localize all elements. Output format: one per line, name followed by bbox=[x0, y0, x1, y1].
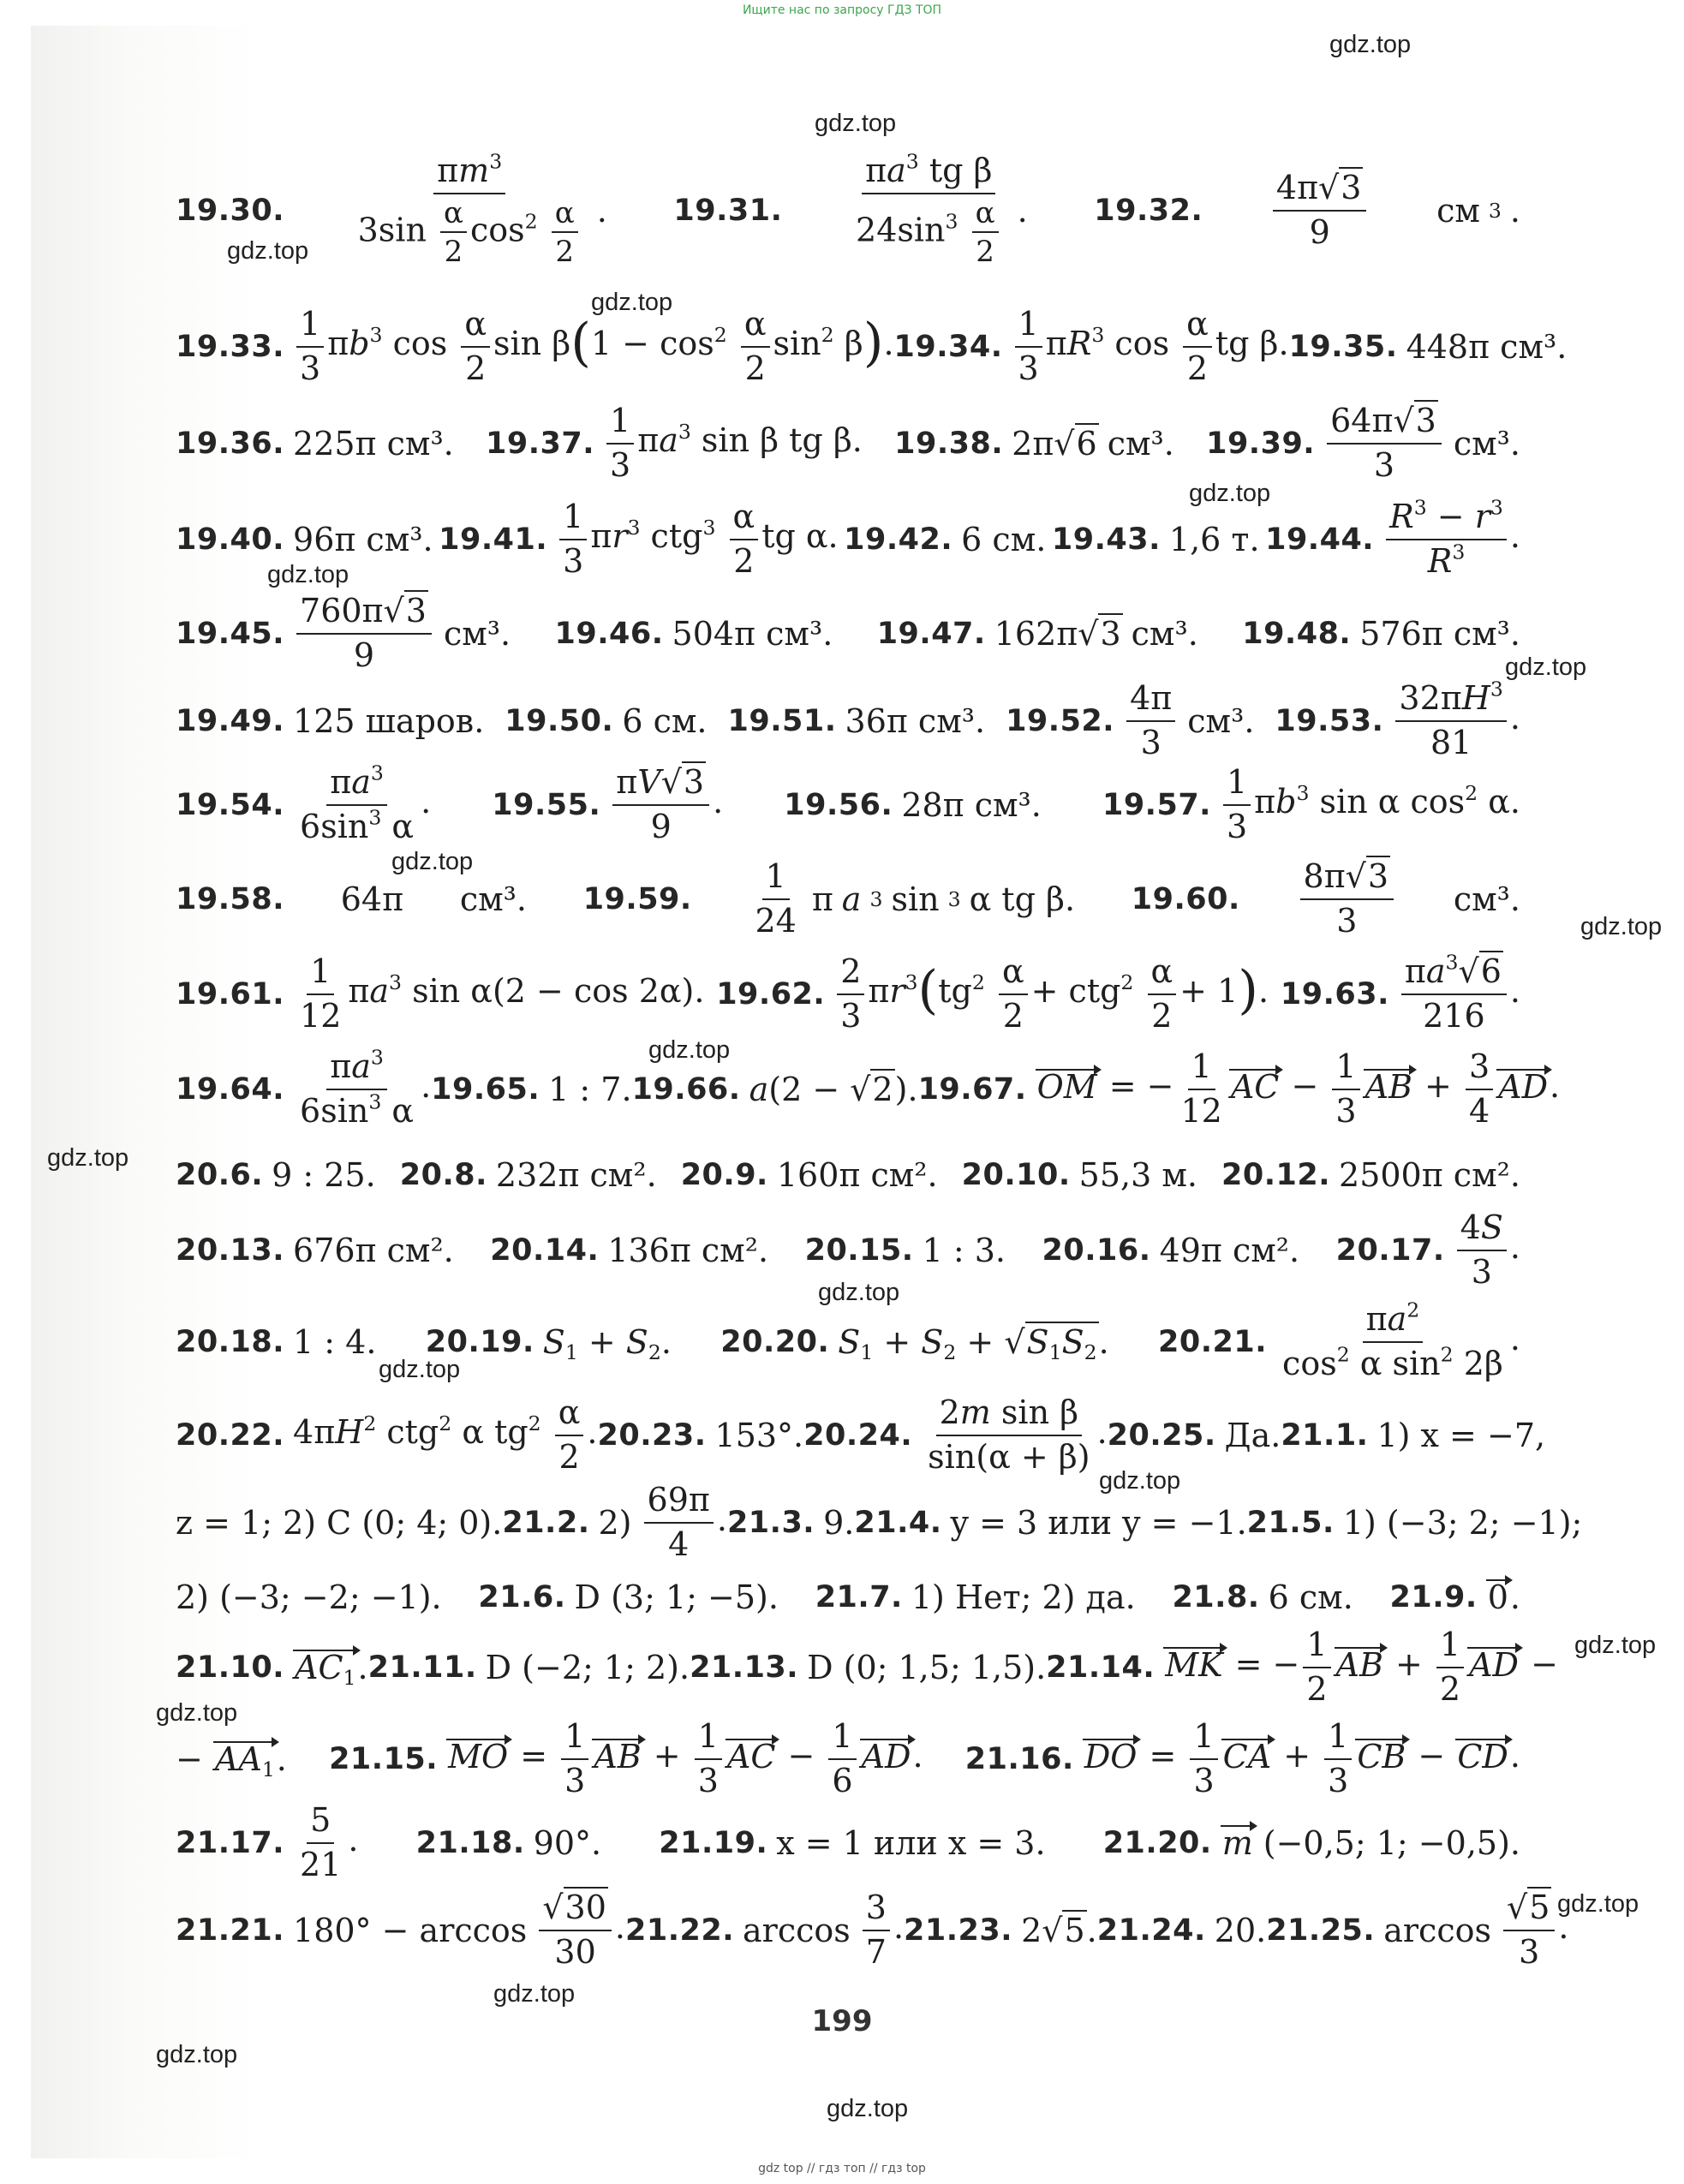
answer-number: 20.18. bbox=[176, 1325, 285, 1359]
formula: m bbox=[1221, 1824, 1253, 1862]
watermark: gdz.top bbox=[1580, 913, 1663, 940]
formula: MO = $\frac{1}{3}$ AB + $\frac{1}{3}$ AC − $\frac{1}{6}$ AD. bbox=[448, 1717, 923, 1799]
formula: $\frac{\pi a^2}{\cos^2 \alpha \sin^2 2\beta}$ . bbox=[1282, 1298, 1520, 1382]
answer-number: 19.56. bbox=[784, 788, 893, 822]
answer-number: 19.66. bbox=[631, 1072, 741, 1107]
answer-number: 21.15. bbox=[329, 1742, 439, 1776]
answer-value: y = 3 или y = −1. bbox=[950, 1504, 1247, 1542]
answer-number: 21.16. bbox=[964, 1742, 1074, 1776]
answer-number: 20.22. bbox=[176, 1418, 285, 1453]
answer-row bbox=[176, 1208, 1520, 1293]
answer-number: 20.19. bbox=[425, 1325, 534, 1359]
formula: $\frac{32\pi H^3}{81}$ . bbox=[1392, 680, 1520, 761]
answer-value: 1,6 т. bbox=[1168, 521, 1260, 558]
answer-number: 19.36. bbox=[176, 427, 285, 461]
answer-value: 9. bbox=[823, 1504, 855, 1542]
answer-number: 19.52. bbox=[1006, 704, 1115, 738]
answer-number: 19.50. bbox=[505, 704, 614, 738]
answer-row bbox=[176, 1888, 1569, 1973]
answer-number: 19.63. bbox=[1280, 977, 1389, 1011]
watermark: gdz.top bbox=[267, 561, 349, 588]
answer-value: см³. bbox=[1131, 615, 1198, 653]
watermark: gdz.top bbox=[156, 1699, 238, 1727]
answer-value: 1 : 7. bbox=[548, 1071, 632, 1108]
answer-row bbox=[176, 1393, 1546, 1478]
answer-number: 19.59. bbox=[582, 882, 692, 916]
answer-value: см³. bbox=[459, 880, 527, 918]
answer-number: 19.30. bbox=[176, 194, 285, 228]
answer-number: 19.54. bbox=[176, 788, 285, 822]
answer-number: 19.58. bbox=[176, 882, 285, 916]
formula: $\frac{4\pi}{3}$ bbox=[1123, 680, 1179, 761]
answer-value: 2500π см². bbox=[1339, 1156, 1520, 1194]
formula: $\frac{1}{3}$ $\pi b^3$ sin α $\cos^2 \alpha$. bbox=[1220, 764, 1520, 845]
answer-number: 19.46. bbox=[554, 617, 664, 651]
formula: $\frac{R^3 - r^3}{R^3}$ . bbox=[1382, 498, 1520, 580]
answer-value: 96π см³. bbox=[293, 521, 433, 558]
formula: − $AA_1$. bbox=[176, 1740, 287, 1782]
answer-number: 19.62. bbox=[716, 977, 826, 1011]
answer-number: 20.24. bbox=[803, 1418, 913, 1453]
answer-row bbox=[176, 678, 1520, 764]
answer-value: 6 см. bbox=[622, 702, 708, 740]
answer-number: 19.41. bbox=[439, 522, 548, 557]
watermark: gdz.top bbox=[1099, 1467, 1181, 1495]
answer-number: 19.65. bbox=[431, 1072, 540, 1107]
formula: $\frac{\text{2m sin β}}{\sin(\alpha + \beta)}$ . bbox=[928, 1393, 1108, 1476]
answer-row bbox=[176, 401, 1520, 486]
watermark: gdz.top bbox=[1557, 1890, 1639, 1918]
answer-value: 64π bbox=[340, 880, 404, 918]
answer-number: 19.37. bbox=[486, 427, 595, 461]
answer-row bbox=[176, 1132, 1520, 1218]
formula: $\frac{√5}{3}$ . bbox=[1500, 1889, 1569, 1971]
formula: $\frac{\pi a^3√6}{216}$ . bbox=[1398, 953, 1520, 1035]
formula: $S_1 + S_2 + √S_1S_2$. bbox=[838, 1323, 1109, 1365]
answer-number: 21.20. bbox=[1102, 1826, 1212, 1860]
answer-number: 19.49. bbox=[176, 704, 285, 738]
answer-number: 19.67. bbox=[917, 1072, 1027, 1107]
answer-number: 21.3. bbox=[726, 1506, 815, 1540]
answer-value: 28π см³. bbox=[901, 786, 1042, 824]
answer-value: 576π см³. bbox=[1359, 615, 1520, 653]
answer-number: 20.15. bbox=[804, 1233, 914, 1268]
answer-value: 6 см. bbox=[961, 521, 1047, 558]
answer-number: 20.21. bbox=[1158, 1325, 1268, 1359]
answer-value: 136π см². bbox=[607, 1232, 769, 1269]
watermark: gdz.top bbox=[1505, 653, 1587, 681]
answer-number: 20.6. bbox=[176, 1158, 264, 1192]
answer-number: 21.22. bbox=[624, 1913, 734, 1948]
answer-number: 19.55. bbox=[492, 788, 601, 822]
answer-value: 180° − arccos bbox=[293, 1912, 528, 1949]
watermark: gdz.top bbox=[591, 289, 673, 316]
answer-number: 21.6. bbox=[478, 1580, 566, 1614]
answer-value: 225π см³. bbox=[293, 425, 454, 462]
formula: $\frac{1}{3}$ $\pi a^3$ sin β tg β. bbox=[603, 403, 863, 484]
answer-number: 19.32. bbox=[1094, 194, 1203, 228]
answer-value: D (−2; 1; 2). bbox=[485, 1649, 690, 1686]
answer-value: Да. bbox=[1224, 1417, 1281, 1454]
answer-number: 19.38. bbox=[894, 427, 1004, 461]
answer-number: 20.14. bbox=[490, 1233, 600, 1268]
answer-row bbox=[176, 591, 1520, 677]
answer-value: D (3; 1; −5). bbox=[574, 1578, 779, 1616]
answer-number: 19.48. bbox=[1242, 617, 1352, 651]
answer-number: 21.11. bbox=[367, 1650, 477, 1685]
watermark: gdz.top bbox=[379, 1356, 461, 1383]
formula: 2√5. bbox=[1021, 1912, 1097, 1949]
answer-value: arccos bbox=[1383, 1912, 1491, 1949]
answer-value: см³. bbox=[443, 615, 511, 653]
formula: 2π√6 bbox=[1012, 425, 1097, 462]
answer-number: 21.18. bbox=[415, 1826, 525, 1860]
watermark: gdz.top bbox=[47, 1144, 129, 1172]
formula: $\frac{\pi a^3}{6\sin^3 \alpha}$ . bbox=[300, 1046, 432, 1130]
answer-number: 20.8. bbox=[399, 1158, 487, 1192]
formula: $AC_1$. bbox=[295, 1649, 368, 1691]
formula: $\frac{3}{7}$ . bbox=[859, 1889, 904, 1971]
answer-number: 19.53. bbox=[1275, 704, 1384, 738]
watermark: gdz.top bbox=[648, 1036, 731, 1064]
formula: $\pi m^3$ 3sin $\frac{\alpha}{2}$ $\cos^2$ $\frac{\alpha}{2}$ . bbox=[357, 149, 607, 269]
top-banner: Ищите нас по запросу ГДЗ ТОП bbox=[742, 3, 942, 17]
formula: $\frac{1}{12}$ $\pi a^3$ sin α(2 − cos 2α). bbox=[300, 952, 705, 1035]
formula: OM = − $\frac{1}{12}$ AC − $\frac{1}{3}$ AB + $\frac{3}{4}$ AD. bbox=[1036, 1047, 1561, 1130]
answer-number: 21.7. bbox=[815, 1580, 903, 1614]
formula: $\frac{8\pi√3}{3}$ bbox=[1297, 858, 1398, 940]
answer-number: 20.10. bbox=[961, 1158, 1071, 1192]
watermark: gdz.top bbox=[827, 2095, 909, 2122]
answer-row bbox=[176, 1299, 1520, 1385]
answer-value: 1 : 4. bbox=[293, 1323, 377, 1361]
answer-number: 19.64. bbox=[176, 1072, 285, 1107]
answer-value: 9 : 25. bbox=[272, 1156, 376, 1194]
formula: $\frac{1}{3}$ $\pi R^3$ cos $\frac{\alpha}{2}$ tg β. bbox=[1012, 306, 1289, 387]
answer-value: см³. bbox=[1107, 425, 1174, 462]
formula: см 3 . bbox=[1436, 192, 1520, 230]
answer-row bbox=[176, 1625, 1558, 1710]
answer-number: 21.8. bbox=[1172, 1580, 1260, 1614]
answer-number: 21.13. bbox=[690, 1650, 799, 1685]
answer-number: 19.40. bbox=[176, 522, 285, 557]
answer-number: 20.16. bbox=[1042, 1233, 1151, 1268]
answer-number: 19.34. bbox=[893, 330, 1003, 364]
answer-number: 21.10. bbox=[176, 1650, 285, 1685]
watermark: gdz.top bbox=[391, 848, 474, 875]
watermark: gdz.top bbox=[156, 2041, 238, 2068]
answer-value: 448π см³. bbox=[1406, 328, 1568, 366]
answer-row bbox=[176, 1800, 1520, 1886]
answer-number: 19.60. bbox=[1131, 882, 1240, 916]
answer-value: 49π см². bbox=[1159, 1232, 1300, 1269]
bottom-banner: gdz top // гдз топ // гдз top bbox=[758, 2162, 926, 2175]
formula: $\pi a^3$ tg β $24\sin^3$ $\frac{\alpha}{2}$ . bbox=[856, 149, 1028, 269]
answer-value: 153°. bbox=[714, 1417, 804, 1454]
formula: $\frac{5}{21}$ . bbox=[300, 1801, 359, 1883]
answer-row bbox=[176, 952, 1520, 1037]
watermark: gdz.top bbox=[815, 110, 897, 137]
watermark: gdz.top bbox=[493, 1980, 576, 2008]
zero-vector: 0 bbox=[1487, 1578, 1508, 1616]
answer-number: 21.1. bbox=[1281, 1418, 1369, 1453]
answer-number: 21.23. bbox=[904, 1913, 1013, 1948]
answer-number: 19.47. bbox=[876, 617, 986, 651]
answer-value: x = 1 или x = 3. bbox=[776, 1824, 1046, 1862]
answer-value: (−0,5; 1; −0,5). bbox=[1263, 1824, 1520, 1862]
answer-value: 2) (−3; −2; −1). bbox=[176, 1578, 442, 1616]
answer-number: 19.42. bbox=[844, 522, 953, 557]
answer-value: 55,3 м. bbox=[1078, 1156, 1197, 1194]
answer-number: 21.25. bbox=[1266, 1913, 1376, 1948]
answer-value: 1) (−3; 2; −1); bbox=[1342, 1504, 1583, 1542]
answer-number: 21.5. bbox=[1246, 1506, 1335, 1540]
formula: $\frac{\pi a^3}{6\sin^3 \alpha}$ . bbox=[300, 761, 432, 845]
answer-row bbox=[176, 856, 1520, 942]
answer-value: 90°. bbox=[533, 1824, 602, 1862]
formula: MK = − $\frac{1}{2}$ AB + $\frac{1}{2}$ AD − bbox=[1165, 1626, 1558, 1708]
formula: $\frac{√30}{30}$ . bbox=[535, 1889, 625, 1971]
formula: $4\pi H^2$ ctg$^2$ α $tg^2$ $\frac{\alpha}{2}$ . bbox=[293, 1393, 598, 1476]
answer-number: 20.20. bbox=[720, 1325, 830, 1359]
answer-number: 21.4. bbox=[854, 1506, 942, 1540]
formula: $\frac{4S}{3}$ . bbox=[1454, 1209, 1520, 1291]
answer-number: 19.35. bbox=[1288, 330, 1398, 364]
answer-number: 21.19. bbox=[659, 1826, 768, 1860]
answer-number: 20.17. bbox=[1335, 1233, 1445, 1268]
answer-number: 19.31. bbox=[673, 194, 783, 228]
answer-value: D (0; 1,5; 1,5). bbox=[807, 1649, 1047, 1686]
answer-number: 21.14. bbox=[1046, 1650, 1156, 1685]
formula: a(2 − √2). bbox=[749, 1071, 918, 1108]
formula: $\frac{1}{3}$ $\pi r^3$ ctg$^3$ $\frac{\alpha}{2}$ tg α. bbox=[556, 498, 838, 580]
answer-row bbox=[176, 1480, 1583, 1566]
answer-value: 160π см². bbox=[776, 1156, 938, 1194]
answer-row bbox=[176, 762, 1520, 848]
answer-value: 232π см². bbox=[495, 1156, 657, 1194]
answer-number: 19.61. bbox=[176, 977, 285, 1011]
answer-number: 21.24. bbox=[1096, 1913, 1206, 1948]
formula: $\frac{64\pi√3}{3}$ bbox=[1323, 403, 1445, 484]
answer-number: 20.13. bbox=[176, 1233, 285, 1268]
answer-number: 19.57. bbox=[1102, 788, 1211, 822]
answer-number: 20.12. bbox=[1221, 1158, 1331, 1192]
answer-number: 19.44. bbox=[1265, 522, 1375, 557]
answer-value: 1) Нет; 2) да. bbox=[911, 1578, 1136, 1616]
answer-value: 2) bbox=[598, 1504, 632, 1542]
answer-value: см³. bbox=[1453, 425, 1520, 462]
answer-number: 19.45. bbox=[176, 617, 285, 651]
answer-number: 21.2. bbox=[502, 1506, 590, 1540]
answer-row bbox=[176, 1046, 1561, 1132]
watermark: gdz.top bbox=[1574, 1632, 1657, 1659]
answer-number: 19.33. bbox=[176, 330, 285, 364]
watermark: gdz.top bbox=[1189, 480, 1271, 507]
answer-row bbox=[176, 304, 1568, 390]
answer-value: 125 шаров. bbox=[293, 702, 485, 740]
formula: $\frac{1}{3}$ $\pi b^3$ cos $\frac{\alpha}{2}$ $\sin \beta(1 - \cos^2$ $\frac{\alpha}{2}$ $\sin^2 \beta$). bbox=[293, 306, 894, 387]
answer-value: 1) x = −7, bbox=[1376, 1417, 1546, 1454]
formula: $\frac{1}{24}$ π a 3 sin 3 α tg β. bbox=[755, 857, 1076, 940]
answer-value: 676π см². bbox=[293, 1232, 454, 1269]
answer-value: 6 см. bbox=[1268, 1578, 1353, 1616]
answer-value: 20. bbox=[1214, 1912, 1267, 1949]
watermark: gdz.top bbox=[818, 1279, 900, 1306]
page-number: 199 bbox=[811, 2004, 873, 2038]
answer-value: см³. bbox=[1187, 702, 1255, 740]
formula: $S_1 + S_2$. bbox=[542, 1323, 672, 1365]
watermark: gdz.top bbox=[227, 237, 309, 265]
answer-row bbox=[176, 1716, 1520, 1802]
formula: $\frac{760\pi√3}{9}$ bbox=[293, 593, 435, 674]
answer-row bbox=[176, 497, 1520, 582]
answer-value: 1 : 3. bbox=[922, 1232, 1006, 1269]
answer-number: 20.23. bbox=[597, 1418, 707, 1453]
formula: $\frac{\pi V√3}{9}$ . bbox=[609, 764, 723, 845]
answer-value: arccos bbox=[743, 1912, 851, 1949]
answer-row bbox=[176, 149, 1520, 269]
formula: $\frac{69\pi}{4}$ . bbox=[641, 1482, 727, 1563]
answer-value: z = 1; 2) C (0; 4; 0). bbox=[176, 1504, 503, 1542]
answer-number: 19.43. bbox=[1051, 522, 1161, 557]
formula: $\frac{2}{3}$ $\pi r^3(tg^2$ $\frac{\alpha}{2}$ + ctg$^2$ $\frac{\alpha}{2}$ + 1). bbox=[833, 953, 1269, 1035]
formula: DO = $\frac{1}{3}$ CA + $\frac{1}{3}$ CB − CD. bbox=[1084, 1717, 1520, 1799]
formula: 162π√3 bbox=[994, 615, 1121, 653]
formula: $\frac{4\pi√3}{9}$ bbox=[1269, 170, 1370, 251]
answer-number: 21.9. bbox=[1389, 1580, 1478, 1614]
answer-number: 19.39. bbox=[1206, 427, 1316, 461]
answer-number: 21.17. bbox=[176, 1826, 285, 1860]
answer-value: 504π см³. bbox=[672, 615, 833, 653]
answer-number: 19.51. bbox=[727, 704, 837, 738]
answer-value: см³. bbox=[1453, 880, 1520, 918]
answer-value: 36π см³. bbox=[845, 702, 986, 740]
formula: 0. bbox=[1487, 1578, 1520, 1616]
answer-number: 20.9. bbox=[680, 1158, 768, 1192]
watermark: gdz.top bbox=[1329, 31, 1412, 58]
answer-number: 21.21. bbox=[176, 1913, 285, 1948]
answer-number: 20.25. bbox=[1107, 1418, 1216, 1453]
